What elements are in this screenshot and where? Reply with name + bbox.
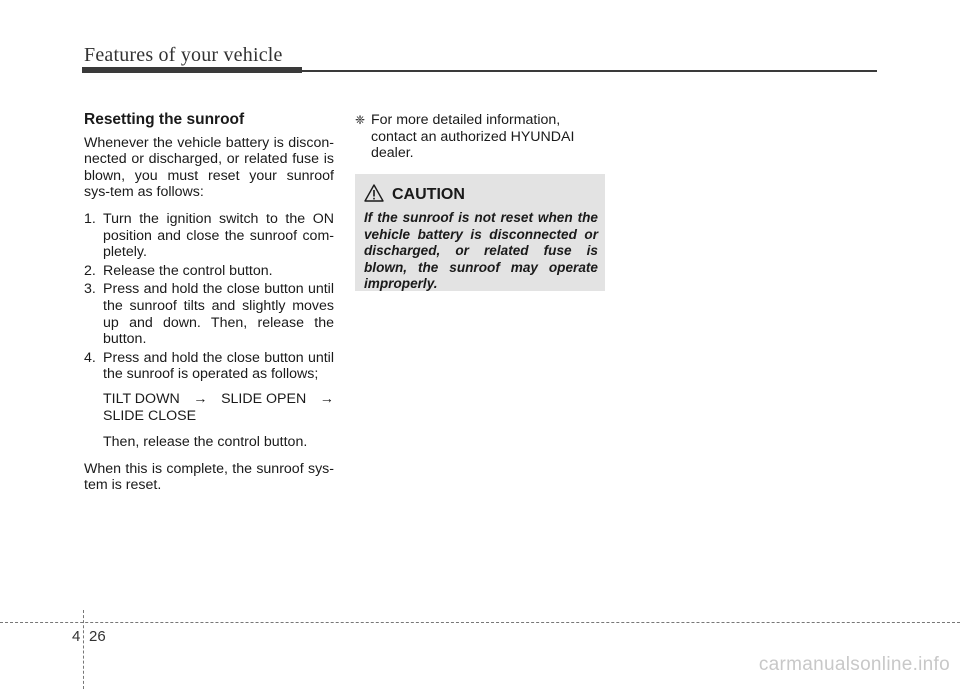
sequence-arrow: →	[319, 390, 334, 407]
caution-box	[355, 174, 605, 291]
step-text: Press and hold the close button until the sunroof is operated as follows;	[103, 349, 334, 383]
sequence-row	[103, 391, 334, 408]
sequence-arrow: →	[193, 390, 208, 407]
step-text: Release the control button.	[103, 262, 273, 279]
step-item	[84, 350, 334, 383]
step-text: Press and hold the close button until the sunroof tilts and slightly moves up and down. Then, release the button.	[103, 281, 334, 348]
note-marker: ❈	[355, 113, 366, 127]
closing-paragraph: When this is complete, the sunroof sys-tem is reset.	[84, 460, 334, 494]
page-header-title: Features of your vehicle	[84, 44, 283, 66]
release-instruction: Then, release the control button.	[103, 434, 308, 451]
caution-text: If the sunroof is not reset when the vehicle battery is disconnected or discharged, or related fuse is blown, the sunroof may operate improperly.	[364, 210, 598, 291]
header-rule-thin	[300, 70, 877, 72]
chapter-number: 4	[72, 628, 81, 645]
header-rule-thick	[82, 67, 302, 73]
section-heading: Resetting the sunroof	[84, 111, 245, 128]
info-note	[355, 112, 607, 162]
caution-title: CAUTION	[392, 185, 465, 203]
step-item	[84, 281, 334, 347]
sequence-slide-close: SLIDE CLOSE	[103, 407, 197, 424]
left-column	[84, 112, 334, 504]
step-number: 2.	[84, 262, 96, 279]
steps-list	[84, 211, 334, 383]
footer-divider	[0, 622, 960, 623]
step-item	[84, 211, 334, 261]
footer-vertical-divider	[83, 610, 84, 689]
page-number: 26	[89, 628, 106, 645]
step-text: Turn the ignition switch to the ON position and close the sunroof com-pletely.	[103, 210, 334, 261]
step-item	[84, 263, 334, 280]
step-number: 3.	[84, 281, 96, 298]
right-column	[355, 112, 607, 291]
warning-triangle-icon	[364, 184, 384, 207]
caution-header	[364, 184, 598, 207]
step-number: 4.	[84, 349, 96, 366]
operation-sequence	[84, 391, 334, 424]
sequence-slide-open: SLIDE OPEN	[221, 390, 307, 407]
intro-paragraph: Whenever the vehicle battery is discon-nected or discharged, or related fuse is blown, you must reset your sunroof sys-tem as follows:	[84, 134, 334, 201]
watermark: carmanualsonline.info	[758, 654, 950, 675]
sequence-tilt-down: TILT DOWN	[103, 390, 180, 407]
note-text: For more detailed information, contact an authorized HYUNDAI dealer.	[371, 112, 575, 162]
step-number: 1.	[84, 210, 96, 227]
